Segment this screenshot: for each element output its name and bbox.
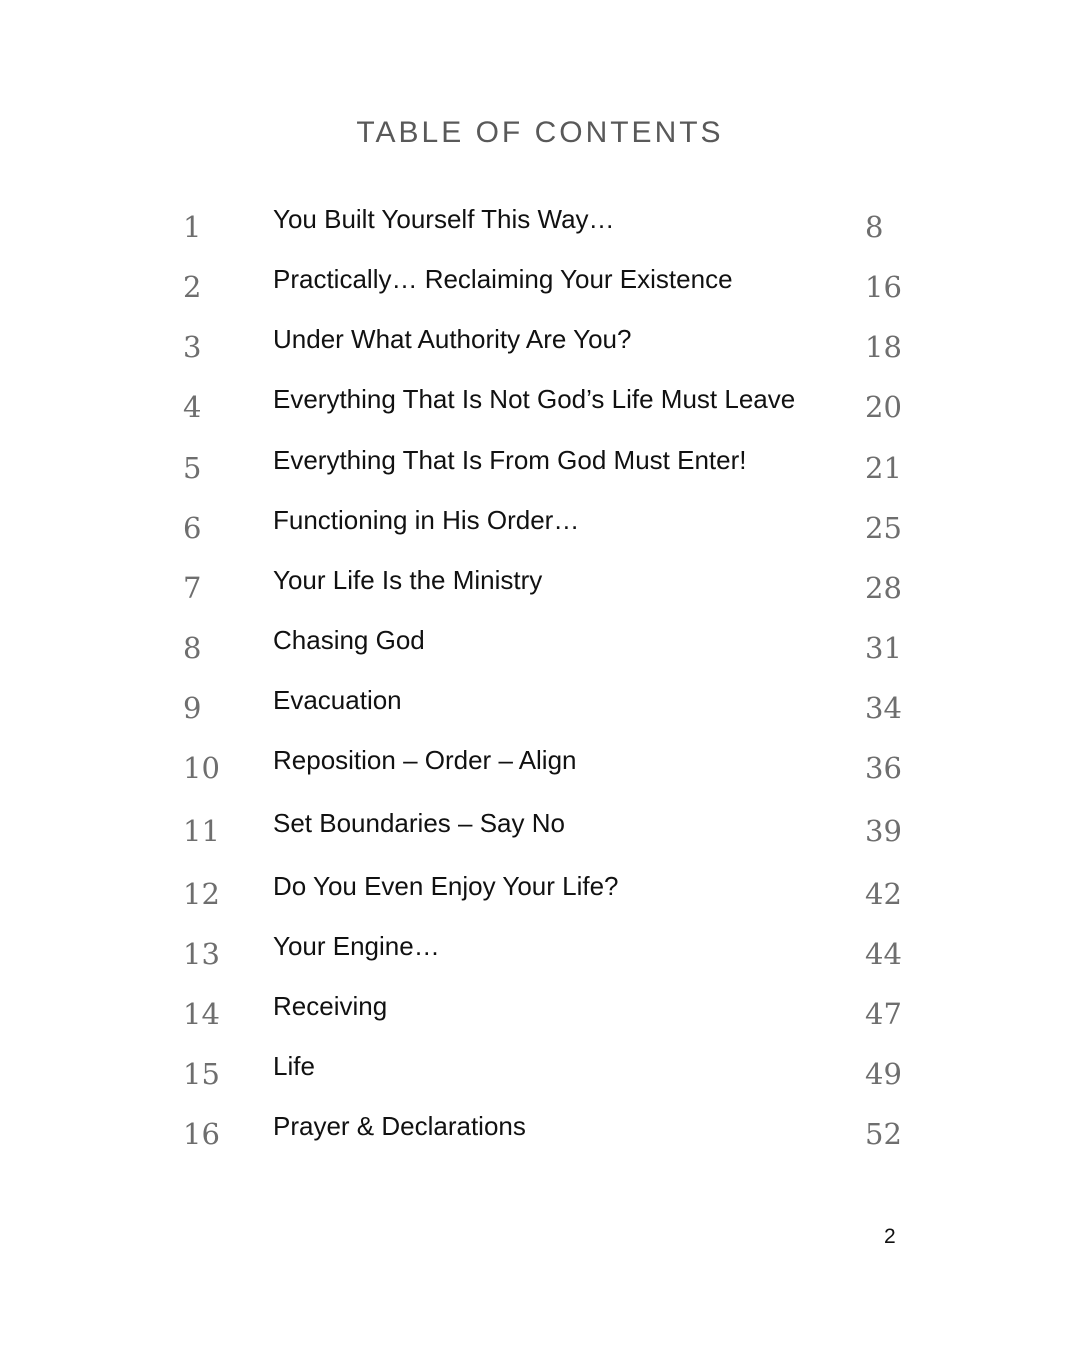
chapter-title: Do You Even Enjoy Your Life? xyxy=(273,871,619,901)
toc-entry xyxy=(0,808,1080,858)
chapter-title: Evacuation xyxy=(273,685,402,715)
chapter-number: 1 xyxy=(183,210,202,244)
toc-entry xyxy=(0,204,1080,254)
chapter-number: 13 xyxy=(183,937,220,971)
chapter-number: 3 xyxy=(183,330,202,364)
chapter-page-number: 34 xyxy=(865,691,902,725)
chapter-title: Receiving xyxy=(273,991,388,1021)
toc-entry xyxy=(0,991,1080,1041)
chapter-title: You Built Yourself This Way… xyxy=(273,204,615,234)
chapter-number: 5 xyxy=(183,451,202,485)
toc-entry xyxy=(0,324,1080,374)
toc-entry xyxy=(0,384,1080,434)
chapter-number: 8 xyxy=(183,631,202,665)
chapter-title: Prayer & Declarations xyxy=(273,1111,526,1141)
chapter-title: Functioning in His Order… xyxy=(273,505,580,535)
toc-entry xyxy=(0,264,1080,314)
chapter-page-number: 39 xyxy=(865,814,902,848)
toc-entry xyxy=(0,931,1080,981)
chapter-page-number: 44 xyxy=(865,937,902,971)
chapter-page-number: 36 xyxy=(865,751,902,785)
chapter-title: Everything That Is From God Must Enter! xyxy=(273,445,747,475)
chapter-number: 14 xyxy=(183,997,220,1031)
toc-entry xyxy=(0,745,1080,795)
chapter-number: 10 xyxy=(183,751,220,785)
chapter-title: Your Engine… xyxy=(273,931,440,961)
chapter-title: Practically… Reclaiming Your Existence xyxy=(273,264,733,294)
chapter-title: Reposition – Order – Align xyxy=(273,745,577,775)
toc-entry xyxy=(0,445,1080,495)
chapter-page-number: 21 xyxy=(865,451,902,485)
chapter-number: 11 xyxy=(183,814,220,848)
chapter-title: Life xyxy=(273,1051,315,1081)
chapter-number: 6 xyxy=(183,511,202,545)
chapter-title: Your Life Is the Ministry xyxy=(273,565,543,595)
chapter-page-number: 52 xyxy=(865,1117,902,1151)
chapter-title: Set Boundaries – Say No xyxy=(273,808,565,838)
chapter-title: Chasing God xyxy=(273,625,425,655)
chapter-page-number: 18 xyxy=(865,330,902,364)
chapter-title: Under What Authority Are You? xyxy=(273,324,632,354)
toc-entry xyxy=(0,685,1080,735)
toc-heading: TABLE OF CONTENTS xyxy=(356,116,724,149)
chapter-page-number: 20 xyxy=(865,390,902,424)
chapter-title: Everything That Is Not God’s Life Must Leave xyxy=(273,384,796,414)
chapter-number: 4 xyxy=(183,390,202,424)
chapter-page-number: 31 xyxy=(865,631,902,665)
chapter-number: 16 xyxy=(183,1117,220,1151)
toc-entry xyxy=(0,1111,1080,1161)
toc-entry xyxy=(0,1051,1080,1101)
chapter-page-number: 49 xyxy=(865,1057,902,1091)
chapter-number: 2 xyxy=(183,270,202,304)
chapter-page-number: 8 xyxy=(865,210,884,244)
toc-entry xyxy=(0,505,1080,555)
chapter-number: 12 xyxy=(183,877,220,911)
toc-entry xyxy=(0,625,1080,675)
toc-entry xyxy=(0,871,1080,921)
chapter-page-number: 25 xyxy=(865,511,902,545)
page-number: 2 xyxy=(884,1225,896,1248)
chapter-number: 15 xyxy=(183,1057,220,1091)
chapter-page-number: 42 xyxy=(865,877,902,911)
chapter-page-number: 28 xyxy=(865,571,902,605)
chapter-number: 9 xyxy=(183,691,202,725)
chapter-page-number: 16 xyxy=(865,270,902,304)
chapter-number: 7 xyxy=(183,571,202,605)
toc-entry xyxy=(0,565,1080,615)
chapter-page-number: 47 xyxy=(865,997,902,1031)
